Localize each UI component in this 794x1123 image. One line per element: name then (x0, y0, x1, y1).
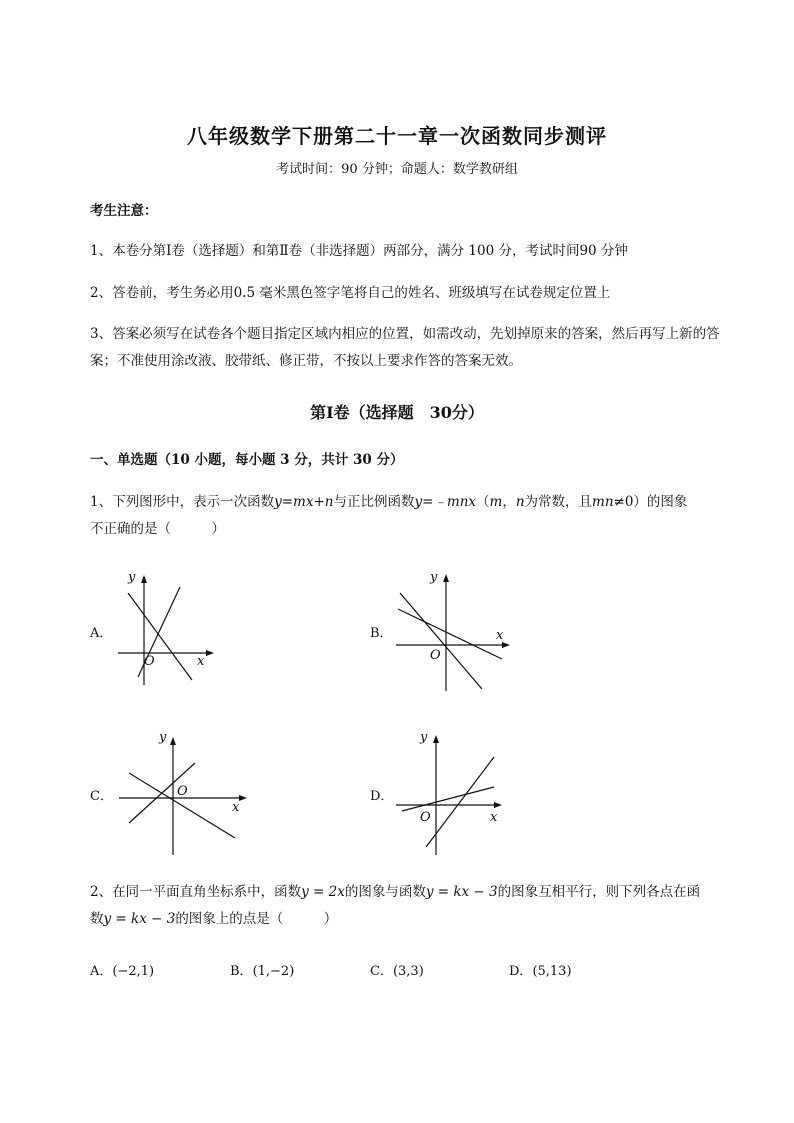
q2-option-b-label: B． (230, 964, 253, 979)
y-axis-arrow (443, 574, 449, 582)
q2-option-d-label: D． (509, 964, 533, 979)
q1-option-a-graph[interactable] (110, 565, 220, 690)
q1-text: ≠0）的图象 (613, 494, 688, 510)
q2-option-d-value: (5,13) (532, 964, 572, 979)
notice-item-1: 1、本卷分第Ⅰ卷（选择题）和第Ⅱ卷（非选择题）两部分，满分 100 分，考试时间90 分钟 (90, 243, 628, 259)
x-axis-arrow (206, 650, 214, 656)
q2-option-b-value: (1,−2) (252, 964, 295, 979)
q1-option-d-graph[interactable] (392, 725, 507, 860)
q2-text: 的图象与函数 (344, 884, 426, 900)
y-axis-arrow (433, 735, 439, 743)
q1-option-c-label[interactable]: C． (90, 789, 113, 804)
y-axis-label: y (430, 570, 438, 585)
x-axis-label: x (232, 800, 240, 815)
x-axis-label: x (496, 628, 504, 643)
graph-line-1 (129, 773, 235, 838)
q2-option-a-label: A． (90, 964, 113, 979)
q1-text: 与正比例函数 (333, 494, 415, 510)
question-1-stem (90, 489, 750, 543)
q2-formula-1: y = 2x (301, 884, 345, 900)
q2-text: 数 (90, 911, 104, 927)
y-axis-label: y (420, 730, 428, 745)
x-axis-label: x (197, 654, 205, 669)
q2-text: 的图象上的点是（ ） (175, 911, 338, 927)
q1-option-a-label[interactable]: A． (90, 626, 113, 641)
x-axis-label: x (490, 810, 498, 825)
y-axis-label: y (128, 570, 136, 585)
q1-option-c-graph[interactable] (115, 725, 250, 860)
notice-item-2: 2、答卷前，考生务必用0.5 毫米黑色签字笔将自己的姓名、班级填写在试卷规定位置上 (90, 285, 611, 301)
q2-formula-3: y = kx − 3 (103, 911, 176, 927)
origin-label: O (177, 784, 188, 799)
q2-option-b[interactable] (230, 960, 294, 979)
q2-text: 2、在同一平面直角坐标系中，函数 (90, 884, 302, 900)
q1-formula-proportional: y=﹣mnx (414, 494, 477, 510)
q1-var-mn: mn (592, 494, 614, 510)
q2-option-c[interactable] (370, 960, 424, 979)
y-axis-arrow (141, 575, 147, 583)
notice-heading: 考生注意： (90, 203, 158, 219)
q2-option-d[interactable] (509, 960, 572, 979)
q2-option-a-value: (−2,1) (112, 964, 155, 979)
q1-text: 为常数，且 (524, 494, 593, 510)
q2-text: 的图象互相平行，则下列各点在函 (497, 884, 701, 900)
q1-var-n: n (515, 494, 525, 510)
graph-line-1 (402, 787, 494, 811)
q1-option-b-label[interactable]: B． (370, 626, 393, 641)
q2-option-c-value: (3,3) (392, 964, 424, 979)
q1-var-m: m (489, 494, 503, 510)
q1-text-line2: 不正确的是（ ） (90, 521, 225, 537)
q1-text: ， (502, 494, 516, 510)
q1-option-d-label[interactable]: D． (370, 789, 394, 804)
q1-formula-linear: y=mx+n (274, 494, 334, 510)
page-title: 八年级数学下册第二十一章一次函数同步测评 (187, 124, 607, 148)
origin-label: O (430, 648, 441, 663)
exam-info: 考试时间：90 分钟；命题人：数学教研组 (276, 162, 518, 177)
section-title: 第Ⅰ卷（选择题 30分） (310, 403, 484, 422)
x-axis-arrow (239, 795, 247, 801)
q1-text: 1、下列图形中，表示一次函数 (90, 494, 275, 510)
question-2-stem (90, 879, 750, 933)
graph-line-2 (400, 593, 482, 689)
part-heading: 一、单选题（10 小题，每小题 3 分，共计 30 分） (90, 452, 404, 468)
q2-option-a[interactable] (90, 960, 154, 979)
q1-option-b-graph[interactable] (390, 565, 515, 695)
q1-text: （ (476, 494, 490, 510)
graph-line-1 (128, 593, 192, 680)
notice-item-3: 3、答案必须写在试卷各个题目指定区域内相应的位置，如需改动，先划掉原来的答案，然后再写上新的答案；不准使用涂改液、胶带纸、修正带，不按以上要求作答的答案无效。 (90, 326, 720, 369)
y-axis-arrow (170, 737, 176, 745)
x-axis-arrow (494, 802, 502, 808)
q2-option-c-label: C． (370, 964, 393, 979)
y-axis-label: y (159, 730, 167, 745)
q2-formula-2: y = kx − 3 (425, 884, 498, 900)
origin-label: O (420, 810, 431, 825)
origin-label: O (144, 654, 155, 669)
